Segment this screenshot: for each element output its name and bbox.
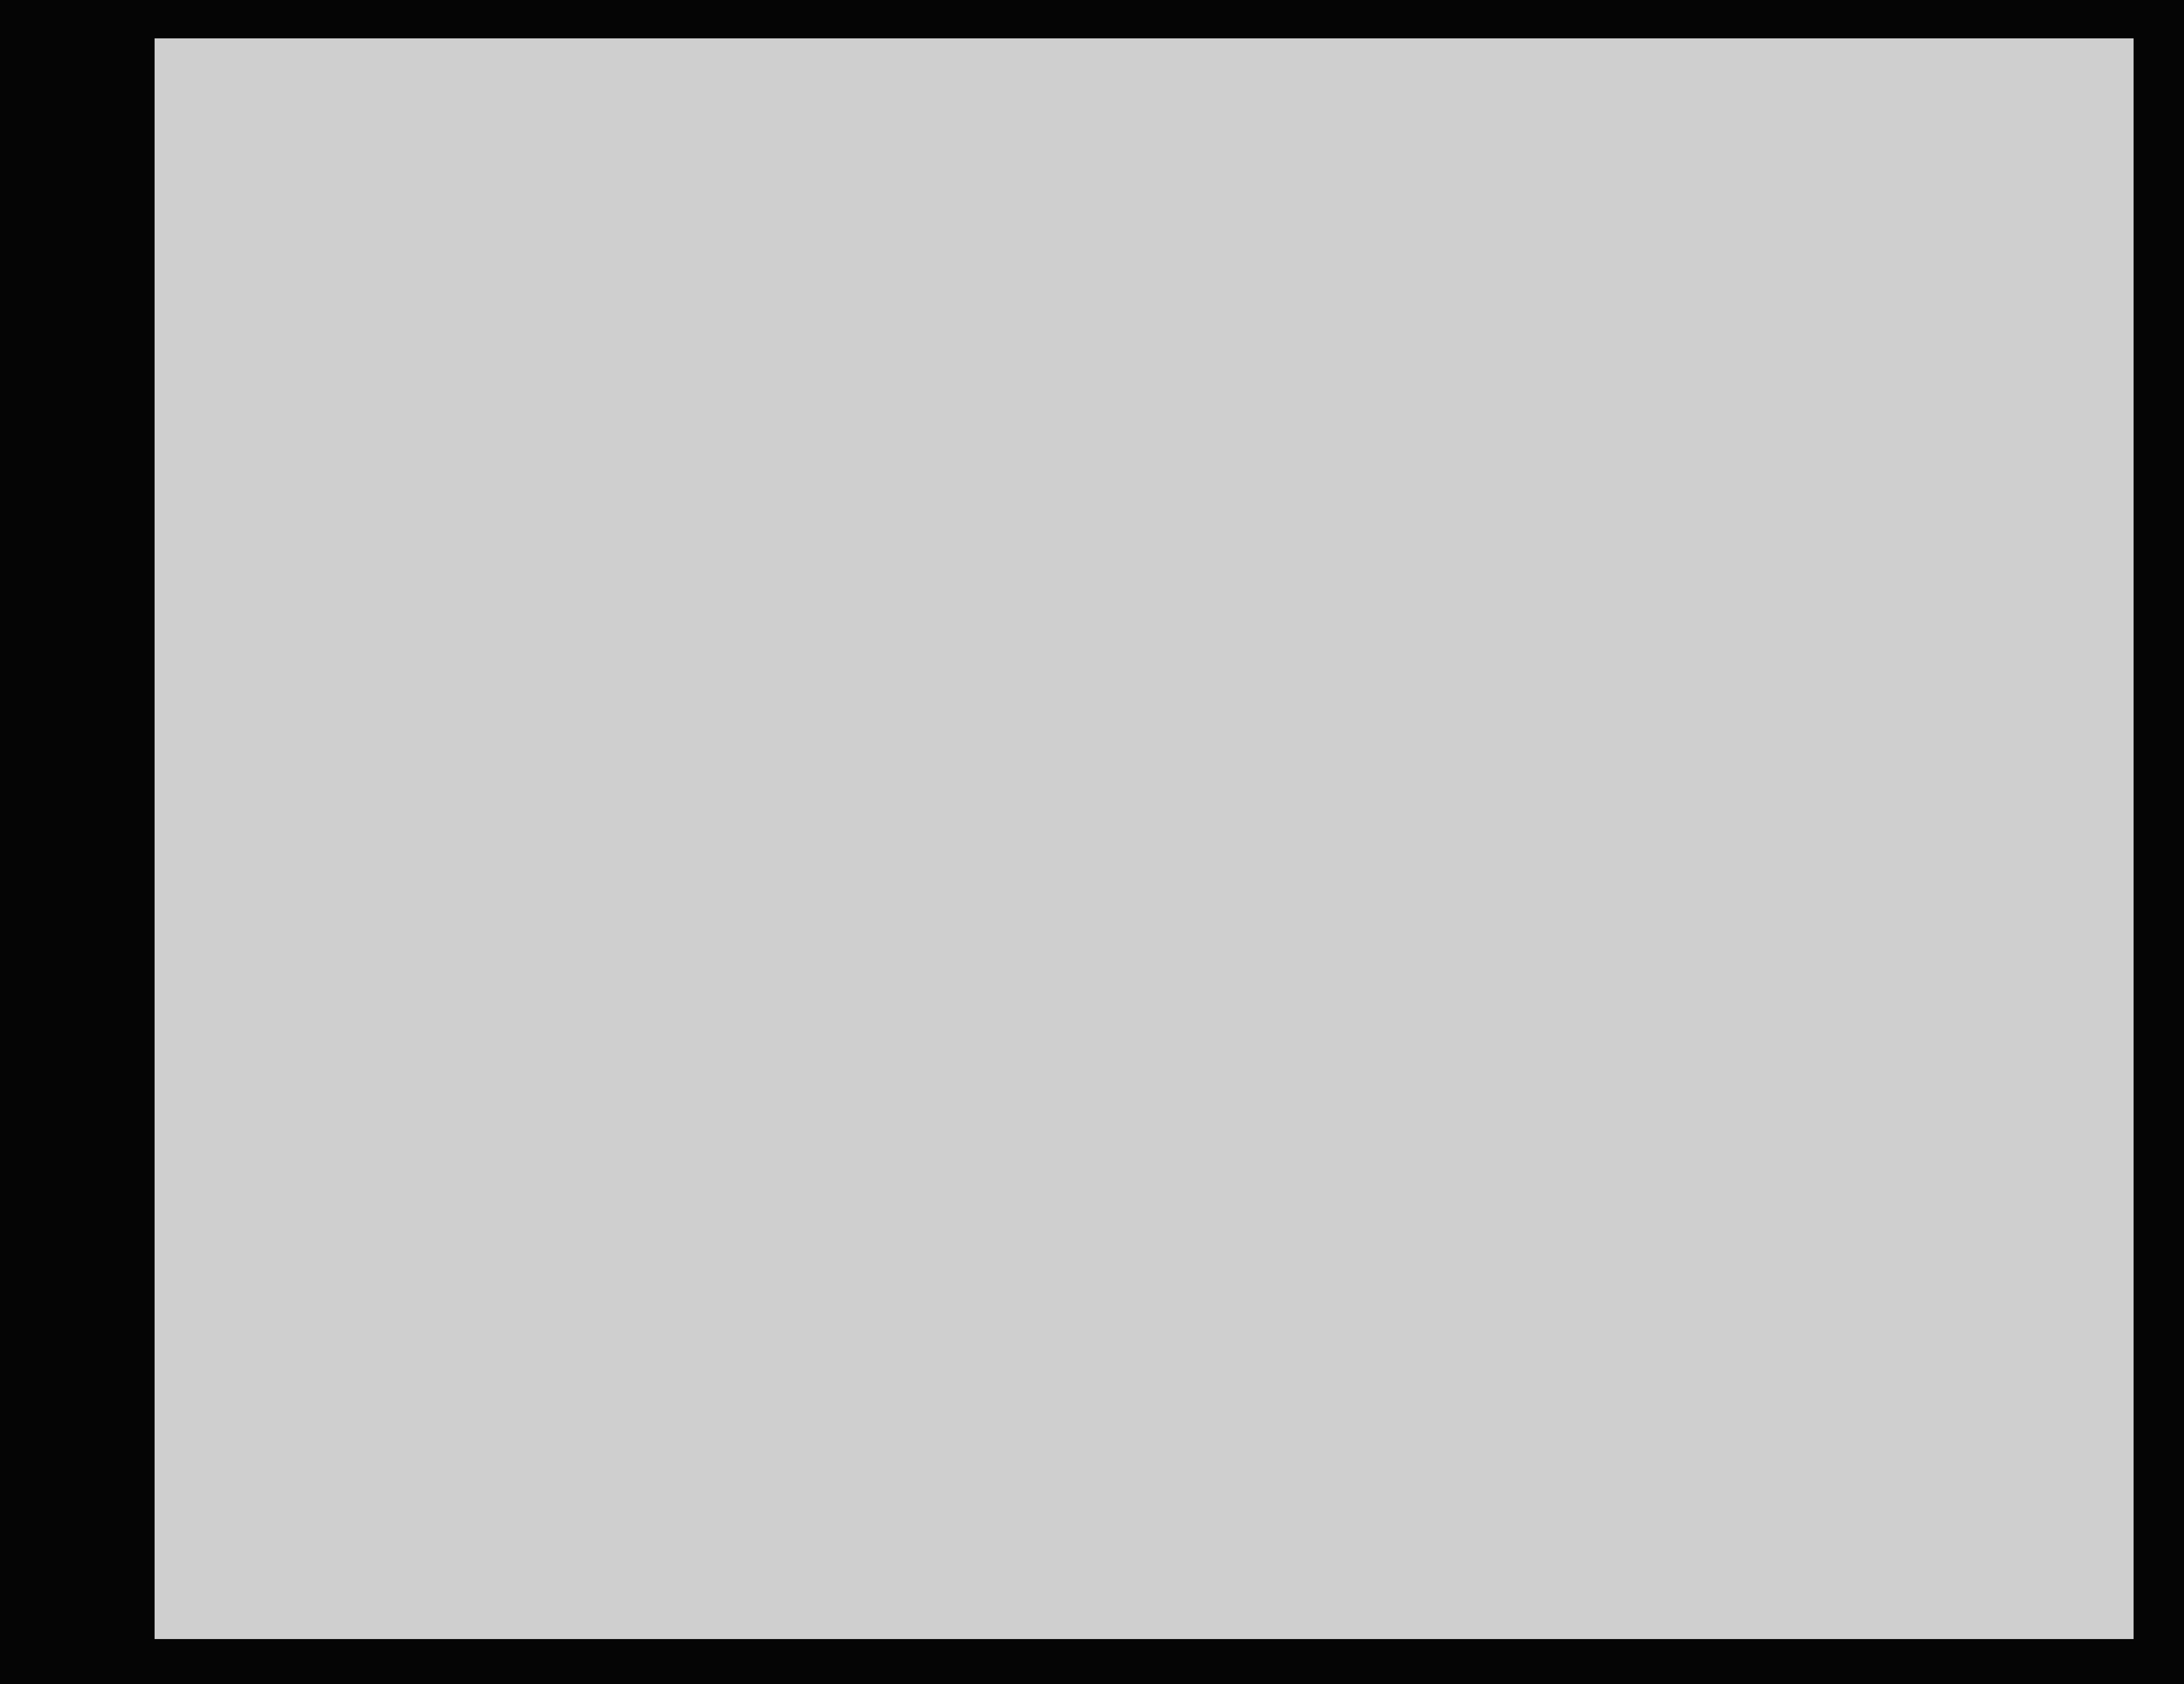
census-sheet: [155, 38, 2134, 1639]
census-grid: [155, 38, 2134, 1639]
